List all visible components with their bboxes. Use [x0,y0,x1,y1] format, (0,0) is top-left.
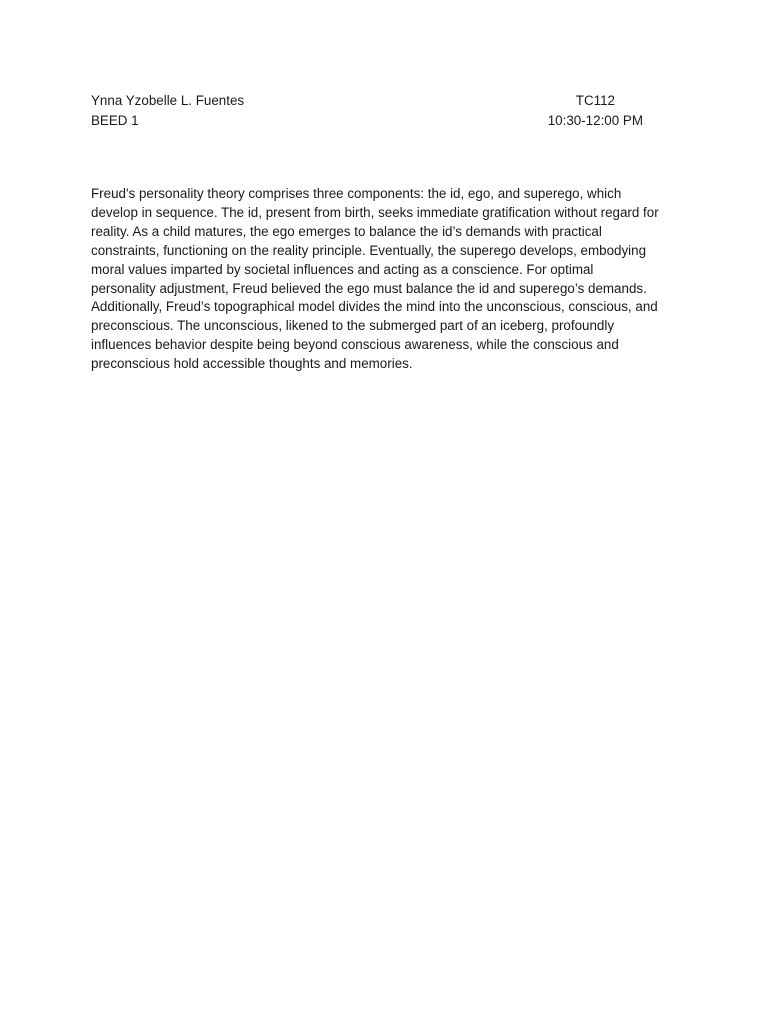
header-row-2 [91,111,643,130]
program-label: BEED 1 [91,113,139,128]
student-name: Ynna Yzobelle L. Fuentes [91,93,245,108]
class-schedule: 10:30-12:00 PM [547,113,643,128]
course-code: TC112 [575,93,615,108]
body-paragraph: Freud's personality theory comprises three components: the id, ego, and superego, which develop in sequence. The id, present from birth, seeks immediate gratification without regard for reality. As a child matures, the ego emerges to balance the id’s demands with practical constraints, functioning on the reality principle. Eventually, the superego develops, embodying moral values imparted by societal influences and acting as a conscience. For optimal personality adjustment, Freud believed the ego must balance the id and superego’s demands. Additionally, Freud’s topographical model divides the mind into the unconscious, conscious, and preconscious. The unconscious, likened to the submerged part of an iceberg, profoundly influences behavior despite being beyond conscious awareness, while the conscious and preconscious hold accessible thoughts and memories. [91,186,659,372]
header-row-1 [91,91,643,110]
